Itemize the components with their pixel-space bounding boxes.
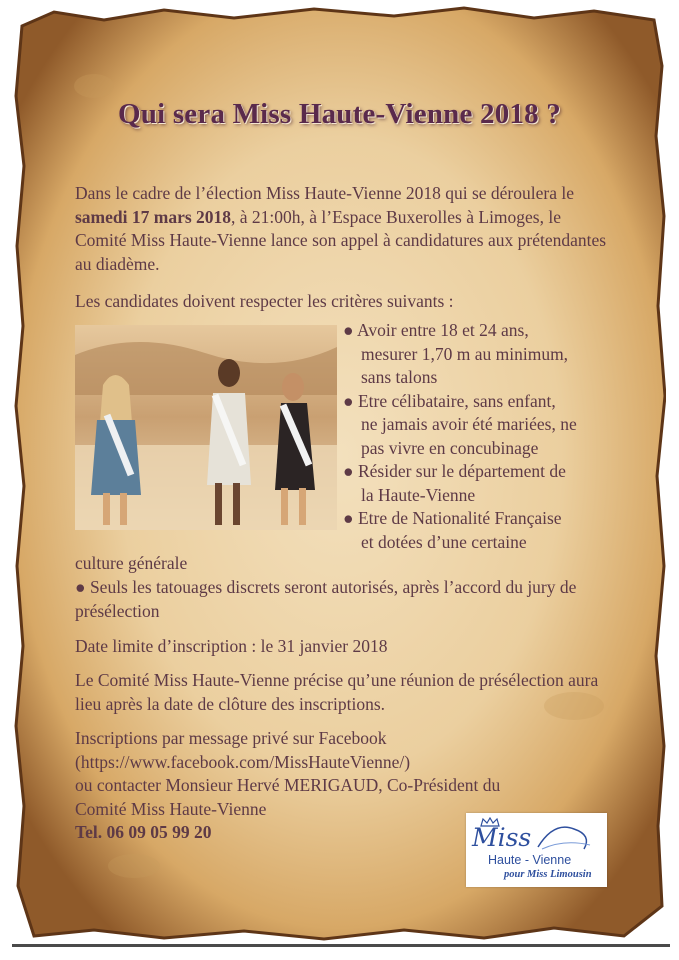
criteria-item <box>343 319 628 343</box>
criteria-text: la Haute-Vienne <box>361 484 476 505</box>
bottom-divider <box>12 944 670 947</box>
logo-miss-text: Miss <box>472 823 532 852</box>
criteria-text: Etre célibataire, sans enfant, <box>357 390 556 411</box>
bullet-icon: ● <box>343 390 354 411</box>
candidates-photo <box>75 325 337 530</box>
criteria-list <box>343 319 628 554</box>
deadline: Date limite d’inscription : le 31 janvier 2018 <box>75 636 388 656</box>
contact-line: Inscriptions par message privé sur Facebook <box>75 728 387 748</box>
phone-number: Tel. 06 09 05 99 20 <box>75 822 212 842</box>
bullet-icon: ● <box>343 320 354 340</box>
criteria-heading: Les candidates doivent respecter les critères suivants : <box>75 291 454 311</box>
criteria-text: pas vivre en concubinage <box>361 437 539 458</box>
contact-line: ou contacter Monsieur Hervé MERIGAUD, Co-Président du <box>75 775 501 795</box>
criteria-text: sans talons <box>361 367 438 387</box>
criteria-item <box>343 390 628 414</box>
preselection-paragraph: Le Comité Miss Haute-Vienne précise qu’une réunion de présélection aura lieu après la date de clôture des inscriptions. <box>75 670 599 714</box>
intro-text-before: Dans le cadre de l’élection Miss Haute-Vienne 2018 qui se déroulera le <box>75 183 574 203</box>
miss-haute-vienne-logo <box>466 813 607 887</box>
culture-line: culture générale <box>75 553 188 573</box>
facebook-link[interactable]: (https://www.facebook.com/MissHauteVienne/) <box>75 751 411 772</box>
criteria-text: ne jamais avoir été mariées, ne <box>361 414 577 434</box>
logo-tagline: pour Miss Limousin <box>504 869 592 880</box>
criteria-text: Etre de Nationalité Française <box>357 508 562 528</box>
tattoo-criterion: ● Seuls les tatouages discrets seront autorisés, après l’accord du jury de présélection <box>75 577 577 621</box>
criteria-text: et dotées d’une certaine <box>361 531 527 552</box>
criteria-text: mesurer 1,70 m au minimum, <box>361 343 569 364</box>
bullet-icon: ● <box>343 461 354 481</box>
heart-swoosh-icon <box>534 819 596 853</box>
criteria-text: Avoir entre 18 et 24 ans, <box>357 320 529 340</box>
criteria-item <box>343 507 628 531</box>
intro-text-after: , à 21:00h, à l’Espace Buxerolles à Limoges, le Comité Miss Haute-Vienne lance son appel à candidatures aux prétendantes au diadème. <box>75 206 607 274</box>
criteria-text: Résider sur le département de <box>357 461 566 481</box>
criteria-item <box>343 460 628 484</box>
contact-line: Comité Miss Haute-Vienne <box>75 798 267 819</box>
intro-paragraph <box>75 182 615 276</box>
event-date: samedi 17 mars 2018 <box>75 206 232 227</box>
bullet-icon: ● <box>343 508 354 528</box>
page-title: Qui sera Miss Haute-Vienne 2018 ? <box>118 98 561 130</box>
logo-subtitle: Haute - Vienne <box>488 853 572 867</box>
